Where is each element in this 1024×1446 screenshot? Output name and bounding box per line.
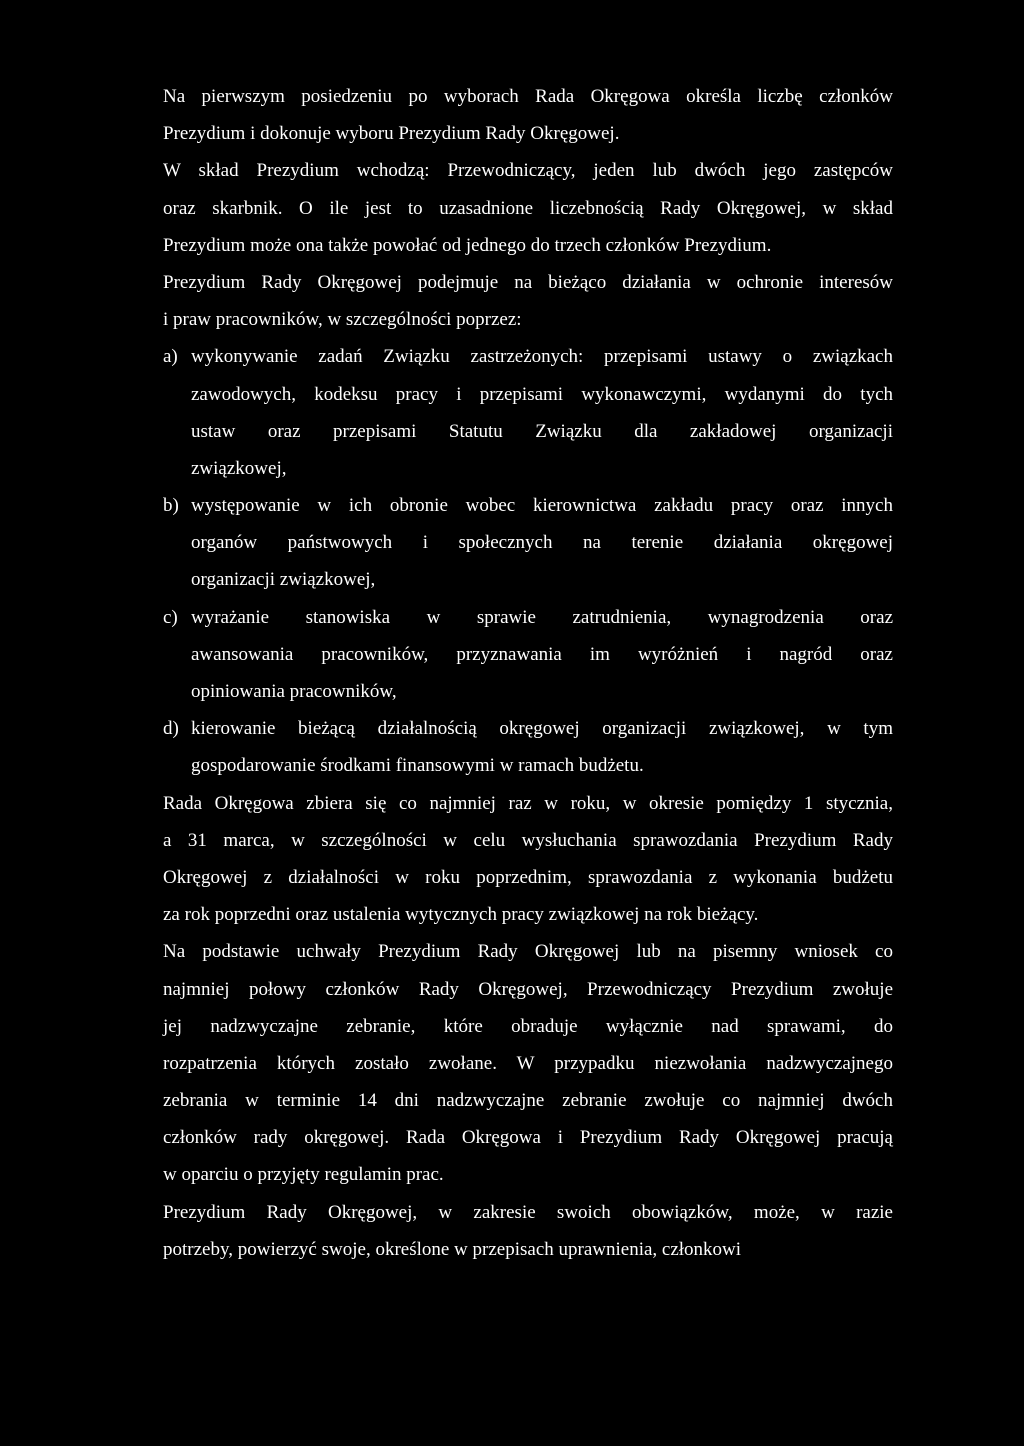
- text-line: zebrania w terminie 14 dni nadzwyczajne zebranie zwołuje co najmniej dwóch: [163, 1090, 893, 1112]
- text-line: Prezydium może ona także powołać od jednego do trzech członków Prezydium.: [163, 234, 772, 256]
- text-line: a 31 marca, w szczególności w celu wysłuchania sprawozdania Prezydium Rady: [163, 829, 893, 851]
- list-item-c: [163, 599, 893, 711]
- document-body: [163, 78, 893, 1268]
- list-line: organizacji związkowej,: [191, 569, 376, 591]
- text-line: Prezydium Rady Okręgowej podejmuje na bieżąco działania w ochronie interesów: [163, 271, 893, 293]
- text-line: i praw pracowników, w szczególności poprzez:: [163, 309, 522, 331]
- text-line: członków rady okręgowej. Rada Okręgowa i Prezydium Rady Okręgowej pracują: [163, 1127, 893, 1149]
- list-item-b: [163, 487, 893, 599]
- list-marker: d): [163, 718, 179, 740]
- text-line: za rok poprzedni oraz ustalenia wytycznych pracy związkowej na rok bieżący.: [163, 904, 759, 926]
- list-line: ustaw oraz przepisami Statutu Związku dla zakładowej organizacji: [191, 420, 893, 442]
- list-line: zawodowych, kodeksu pracy i przepisami wykonawczymi, wydanymi do tych: [191, 383, 893, 405]
- text-line: w oparciu o przyjęty regulamin prac.: [163, 1164, 444, 1186]
- text-line: jej nadzwyczajne zebranie, które obraduje wyłącznie nad sprawami, do: [163, 1015, 893, 1037]
- paragraph-meetings: [163, 785, 893, 934]
- list-line: organów państwowych i społecznych na terenie działania okręgowej: [191, 532, 893, 554]
- text-line: Rada Okręgowa zbiera się co najmniej raz w roku, w okresie pomiędzy 1 stycznia,: [163, 792, 893, 814]
- list-line: [163, 338, 893, 375]
- list-item-a: [163, 338, 893, 487]
- text-line: potrzeby, powierzyć swoje, określone w przepisach uprawnienia, członkowi: [163, 1238, 742, 1260]
- text-line: W skład Prezydium wchodzą: Przewodniczący, jeden lub dwóch jego zastępców: [163, 160, 893, 182]
- list-text: wyrażanie stanowiska w sprawie zatrudnienia, wynagrodzenia oraz: [191, 606, 893, 628]
- list-line: [163, 710, 893, 747]
- list-text: występowanie w ich obronie wobec kierownictwa zakładu pracy oraz innych: [191, 495, 893, 517]
- list-line: [163, 487, 893, 524]
- list-item-d: [163, 710, 893, 784]
- list-marker: c): [163, 606, 178, 628]
- list-line: [163, 599, 893, 636]
- list-marker: a): [163, 346, 178, 368]
- list-text: kierowanie bieżącą działalnością okręgowej organizacji związkowej, w tym: [191, 718, 893, 740]
- list-line: związkowej,: [191, 457, 287, 479]
- list-line: gospodarowanie środkami finansowymi w ramach budżetu.: [191, 755, 644, 777]
- text-line: Okręgowej z działalności w roku poprzednim, sprawozdania z wykonania budżetu: [163, 866, 893, 888]
- paragraph-extraordinary: [163, 933, 893, 1193]
- list-line: awansowania pracowników, przyznawania im wyróżnień i nagród oraz: [191, 643, 893, 665]
- text-line: Na podstawie uchwały Prezydium Rady Okręgowej lub na pisemny wniosek co: [163, 941, 893, 963]
- list-line: opiniowania pracowników,: [191, 681, 397, 702]
- list-marker: b): [163, 495, 179, 517]
- text-line: Prezydium i dokonuje wyboru Prezydium Rady Okręgowej.: [163, 123, 620, 145]
- text-line: najmniej połowy członków Rady Okręgowej, Przewodniczący Prezydium zwołuje: [163, 978, 893, 1000]
- text-line: Na pierwszym posiedzeniu po wyborach Rada Okręgowa określa liczbę członków: [163, 86, 893, 107]
- text-line: Prezydium Rady Okręgowej, w zakresie swoich obowiązków, może, w razie: [163, 1201, 893, 1223]
- text-line: oraz skarbnik. O ile jest to uzasadnione liczebnością Rady Okręgowej, w skład: [163, 197, 893, 219]
- paragraph-delegation: [163, 1194, 893, 1268]
- text-line: rozpatrzenia których zostało zwołane. W przypadku niezwołania nadzwyczajnego: [163, 1052, 893, 1074]
- list-text: wykonywanie zadań Związku zastrzeżonych: przepisami ustawy o związkach: [191, 346, 893, 368]
